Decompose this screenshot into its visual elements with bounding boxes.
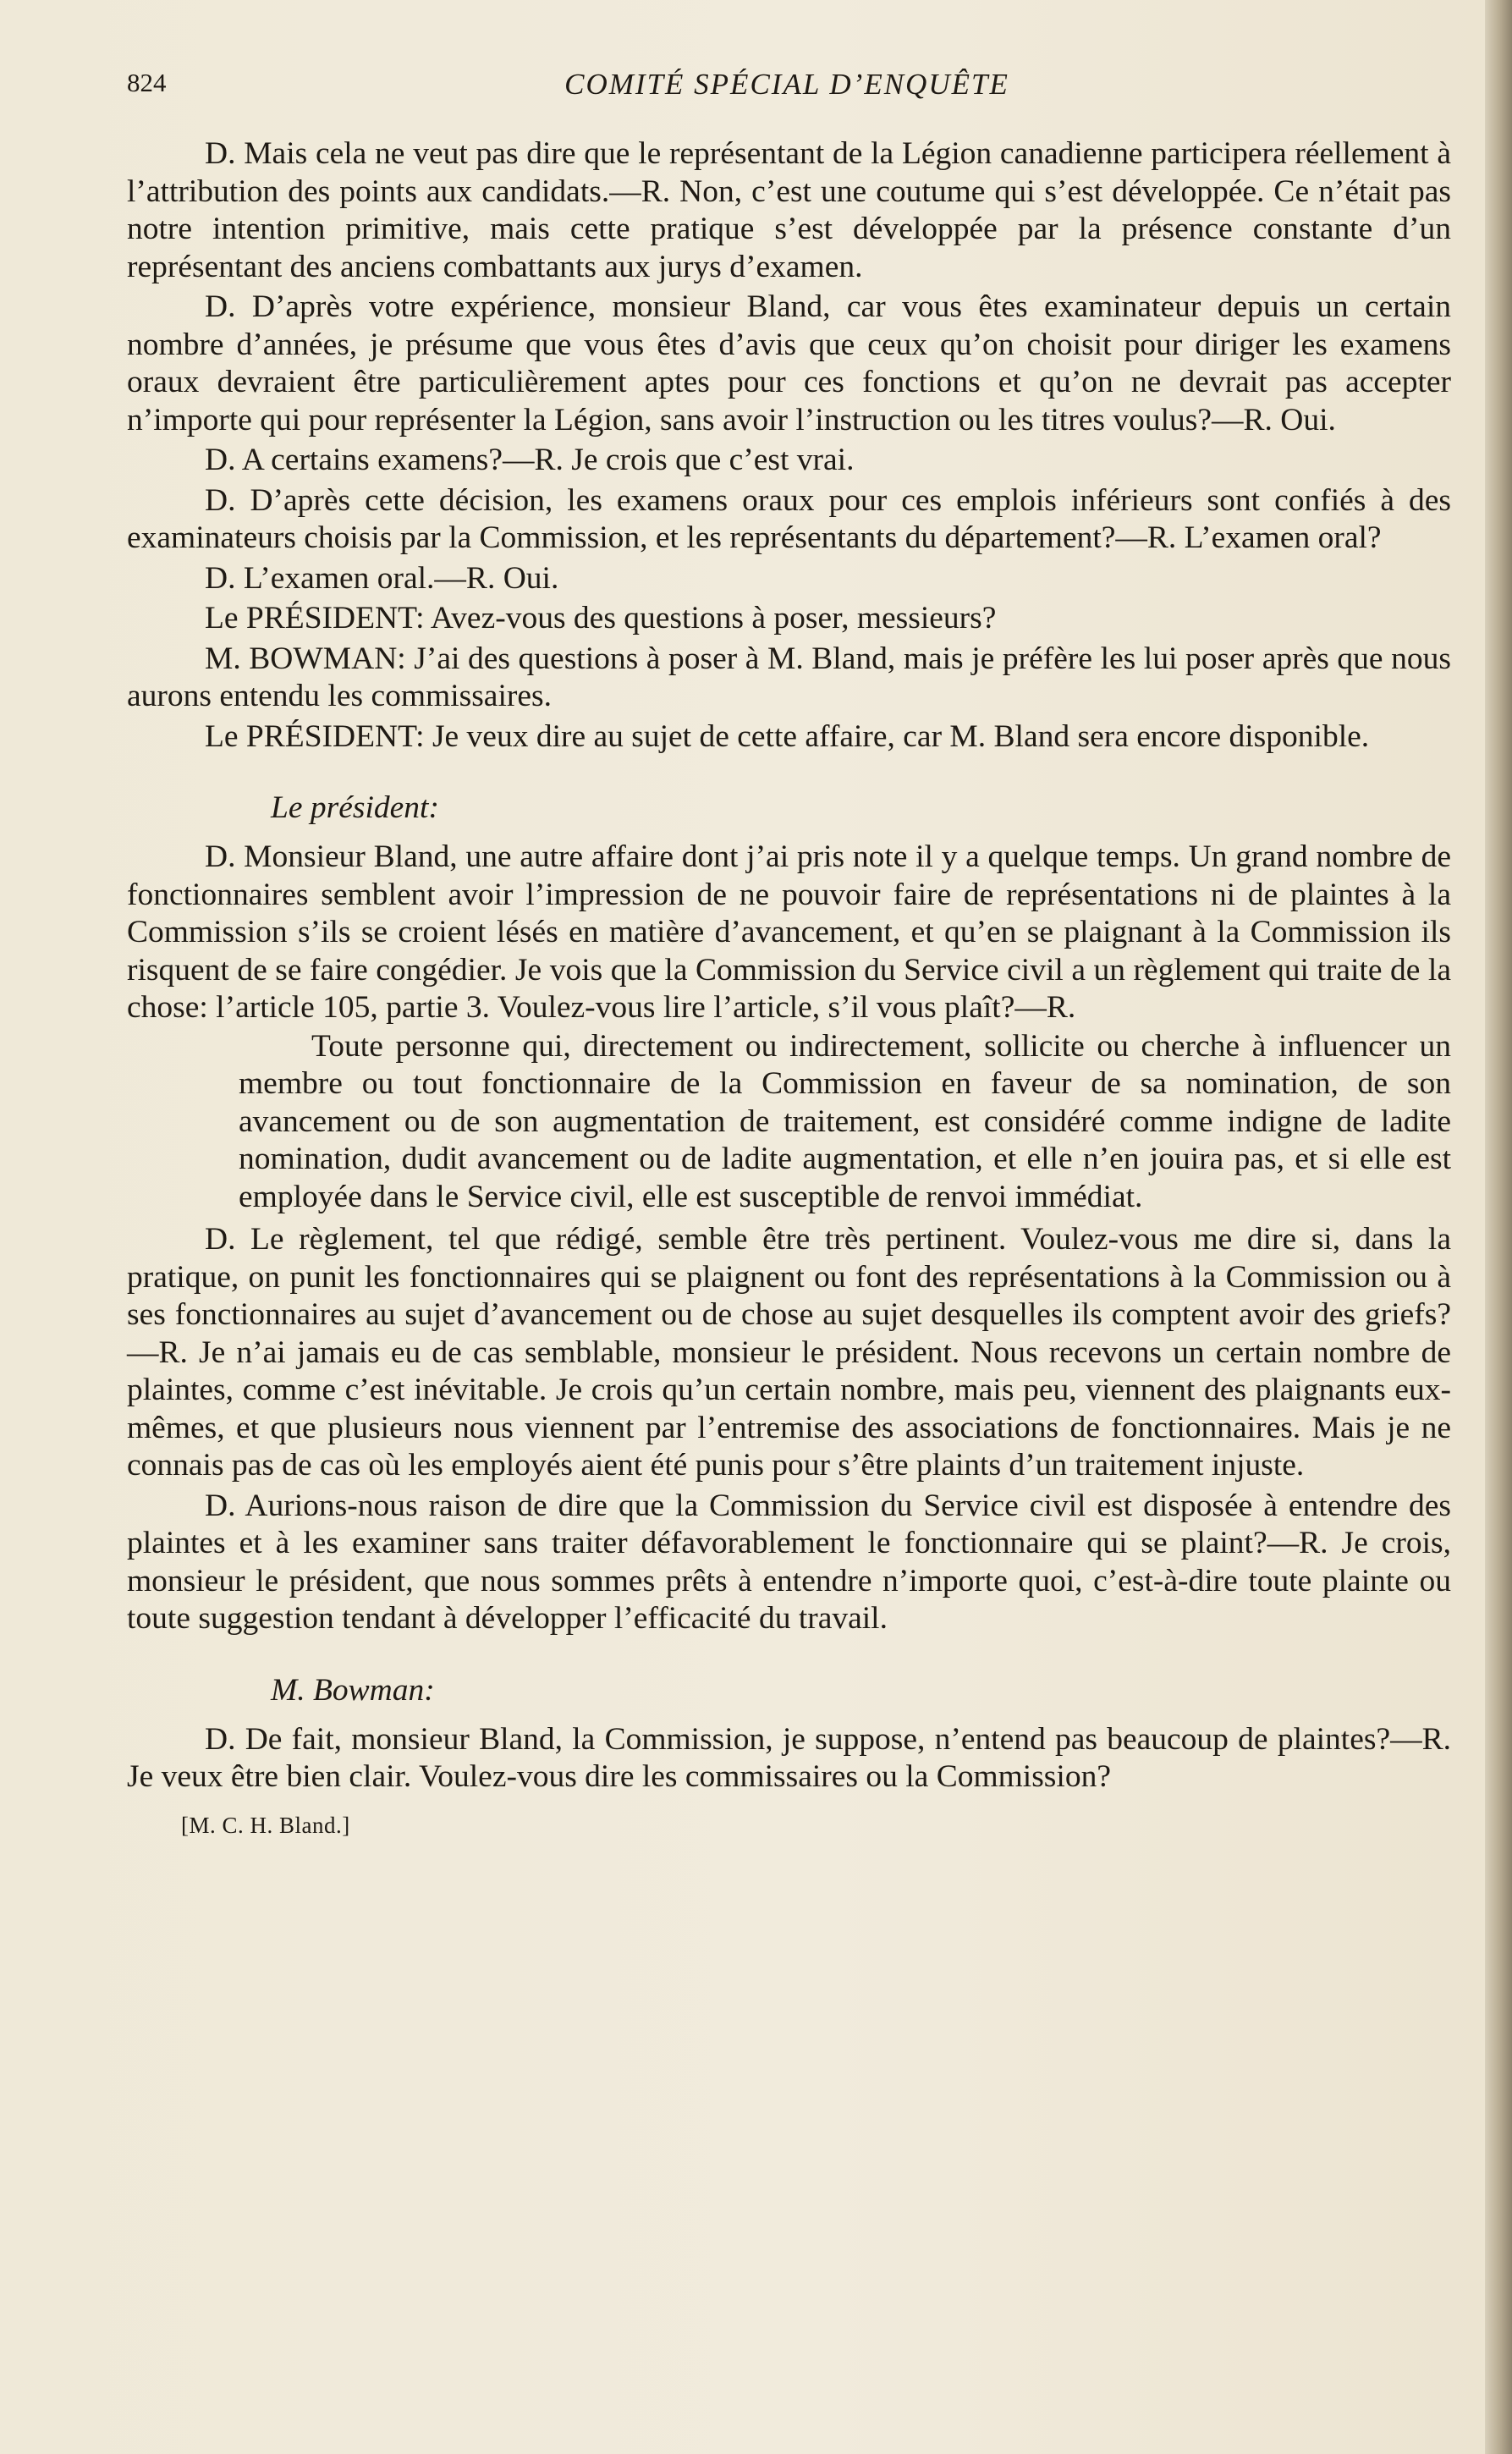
quoted-rule: Toute personne qui, directement ou indirectement, sollicite ou cherche à influencer un membre ou tout fonctionnaire de la Commission en faveur de sa nomination, de son avancement ou de son augmentation de traitement, est considéré comme indigne de ladite nomination, dudit avancement ou de ladite augmentation, et elle n’en jouira pas, et si elle est employée dans le Service civil, elle est susceptible de renvoi immédiat. [239, 1028, 1451, 1214]
page-header [127, 68, 1447, 118]
paragraph-10: D. Le règlement, tel que rédigé, semble être très pertinent. Voulez-vous me dire si, dans la pratique, on punit les fonctionnaires qui se plaignent ou font des représentations à la Commission ou à ses fonctionnaires au sujet d’avancement ou de chose au sujet desquelles ils comptent avoir des griefs?—R. Je n’ai jamais eu de cas semblable, monsieur le président. Nous recevons un certain nombre de plaintes, comme c’est inévitable. Je crois qu’un certain nombre, mais peu, viennent des plaignants eux-mêmes, et que plusieurs nous viennent par l’entremise des associations de fonctionnaires. Mais je ne connais pas de cas où les employés aient été punis pour s’être plaints d’un traitement injuste. [127, 1222, 1451, 1483]
paragraph-4: D. D’après cette décision, les examens oraux pour ces emplois inférieurs sont confiés à des examinateurs choisis par la Commission, et les représentants du département?—R. L’examen oral? [127, 482, 1451, 555]
paragraph-2: D. D’après votre expérience, monsieur Bland, car vous êtes examinateur depuis un certain nombre d’années, je présume que vous êtes d’avis que ceux qu’on choisit pour diriger les examens oraux devraient être particulièrement aptes pour ces fonctions et qu’on ne devrait pas accepter n’importe qui pour représenter la Légion, sans avoir l’instruction ou les titres voulus?—R. Oui. [127, 289, 1451, 437]
paragraph-1: D. Mais cela ne veut pas dire que le représentant de la Légion canadienne participera réellement à l’attribution des points aux candidats.—R. Non, c’est une coutume qui s’est développée. Ce n’était pas notre intention primitive, mais cette pratique s’est développée par la présence constante d’un représentant des anciens combattants aux jurys d’examen. [127, 136, 1451, 284]
paragraph-8: Le PRÉSIDENT: Je veux dire au sujet de cette affaire, car M. Bland sera encore disponible. [205, 718, 1370, 754]
speaker-footer-tag: [M. C. H. Bland.] [181, 1812, 350, 1838]
paragraph-11: D. Aurions-nous raison de dire que la Commission du Service civil est disposée à entendre des plaintes et à les examiner sans traiter défavorablement le fonctionnaire qui se plaint?—R. Je crois, monsieur le président, que nous sommes prêts à entendre n’importe quoi, c’est-à-dire toute plainte ou toute suggestion tendant à développer l’efficacité du travail. [127, 1488, 1451, 1636]
running-title: COMITÉ SPÉCIAL D’ENQUÊTE [564, 68, 1009, 101]
speaker-heading-bowman: M. Bowman: [271, 1672, 435, 1708]
paragraph-6: Le PRÉSIDENT: Avez-vous des questions à poser, messieurs? [205, 601, 997, 636]
page-number: 824 [127, 68, 167, 97]
paragraph-7: M. BOWMAN: J’ai des questions à poser à M. Bland, mais je préfère les lui poser après que nous aurons entendu les commissaires. [127, 641, 1451, 713]
paragraph-9: D. Monsieur Bland, une autre affaire dont j’ai pris note il y a quelque temps. Un grand nombre de fonctionnaires semblent avoir l’impression de ne pouvoir faire de représentations ni de plaintes à la Commission s’ils se croient lésés en matière d’avancement, et qu’en se plaignant à la Commission ils risquent de se faire congédier. Je vois que la Commission du Service civil a un règlement qui traite de la chose: l’article 105, partie 3. Voulez-vous lire l’article, s’il vous plaît?—R. [127, 839, 1451, 1025]
document-body [127, 135, 1451, 1839]
paragraph-12: D. De fait, monsieur Bland, la Commission, je suppose, n’entend pas beaucoup de plaintes?—R. Je veux être bien clair. Voulez-vous dire les commissaires ou la Commission? [127, 1721, 1451, 1794]
paragraph-3: D. A certains examens?—R. Je crois que c’est vrai. [205, 443, 855, 477]
speaker-heading-president: Le président: [271, 790, 439, 825]
paragraph-5: D. L’examen oral.—R. Oui. [205, 560, 559, 596]
page-edge [1485, 0, 1512, 2454]
